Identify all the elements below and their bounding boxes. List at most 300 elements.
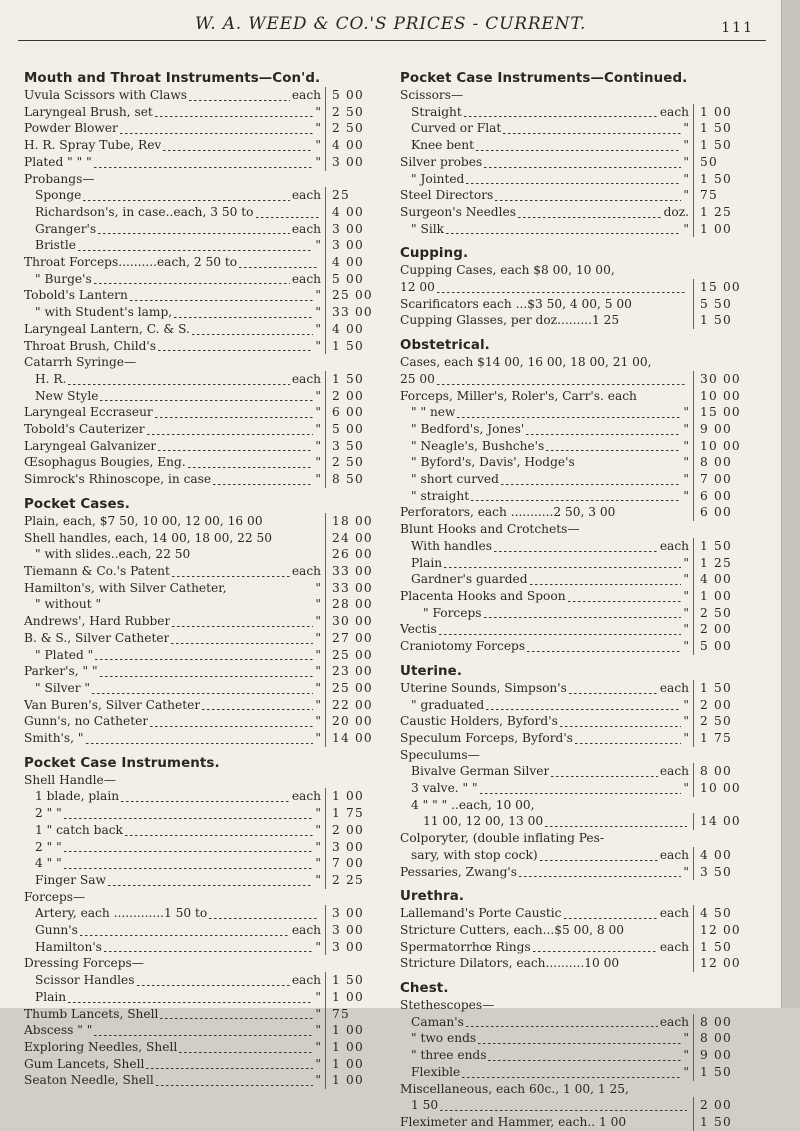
item-label: Finger Saw: [35, 872, 106, 887]
price-row: [24, 254, 380, 271]
item-label: Craniotomy Forceps: [400, 639, 526, 654]
price-row: [24, 697, 380, 714]
price-row: [24, 137, 380, 154]
item-unit: ": [683, 588, 689, 603]
dot-leader: [100, 666, 314, 677]
dot-leader: [68, 992, 313, 1003]
price-row: [400, 279, 748, 296]
item-price: 4 00: [325, 321, 380, 338]
item-unit: ": [315, 680, 321, 695]
price-row: [400, 87, 748, 104]
item-label: Plated " " ": [24, 154, 92, 169]
dot-leader: [437, 374, 687, 385]
item-label: Laryngeal Eccraseur: [24, 405, 153, 420]
item-label: Hamilton's, with Silver Catheter,: [24, 580, 227, 595]
item-unit: each: [291, 88, 321, 102]
item-label: 11 00, 12 00, 13 00: [423, 814, 544, 829]
price-row: [400, 955, 748, 972]
item-unit: ": [683, 154, 689, 169]
price-row: [400, 997, 748, 1014]
price-row: [24, 855, 380, 872]
dot-leader: [440, 1100, 687, 1111]
item-unit: each: [291, 789, 321, 804]
item-unit: ": [683, 405, 689, 420]
item-price: 1 50: [693, 137, 748, 154]
item-label: " Burge's: [35, 271, 92, 286]
price-row: [24, 204, 380, 221]
item-unit: ": [315, 238, 321, 253]
dot-leader: [527, 641, 681, 652]
price-row: [400, 555, 748, 572]
dot-leader: [639, 390, 687, 401]
item-unit: ": [315, 405, 321, 420]
item-unit: ": [683, 438, 689, 453]
item-price: 5 00: [325, 271, 380, 288]
dot-leader: [104, 941, 313, 952]
item-unit: ": [683, 488, 689, 503]
price-row: [24, 1039, 380, 1056]
dot-leader: [501, 474, 681, 485]
dot-leader: [172, 616, 313, 627]
dot-leader: [189, 90, 290, 101]
price-row: [400, 638, 748, 655]
item-price: 5 00: [693, 638, 748, 655]
item-unit: ": [315, 664, 321, 679]
price-row: [24, 304, 380, 321]
item-label: Forceps—: [24, 889, 86, 904]
item-price: 1 50: [693, 171, 748, 188]
price-row: [24, 663, 380, 680]
item-unit: ": [315, 305, 321, 320]
dot-leader: [575, 733, 681, 744]
price-row: [24, 772, 380, 789]
item-label: Plain: [35, 989, 67, 1004]
dot-leader: [163, 140, 313, 151]
item-label: " Bedford's, Jones': [411, 421, 525, 436]
item-unit: each: [659, 906, 689, 921]
item-unit: ": [683, 697, 689, 712]
item-price: 6 00: [693, 488, 748, 505]
item-price: 1 50: [693, 538, 748, 555]
item-unit: each: [659, 939, 689, 954]
dot-leader: [457, 407, 681, 418]
item-price: 25: [325, 187, 380, 204]
item-label: Artery, each .............1 50 to: [35, 906, 208, 921]
item-label: Forceps, Miller's, Roler's, Carr's. each: [400, 388, 637, 403]
price-row: [400, 847, 748, 864]
price-row: [400, 605, 748, 622]
section-heading: Cupping.: [400, 246, 469, 262]
item-unit: ": [683, 472, 689, 487]
item-unit: each: [291, 923, 321, 938]
item-price: 7 00: [693, 471, 748, 488]
dot-leader: [172, 566, 290, 577]
item-price: 1 50: [693, 680, 748, 697]
item-price: 6 00: [325, 404, 380, 421]
item-price: 23 00: [325, 663, 380, 680]
dot-leader: [108, 875, 313, 886]
dot-leader: [171, 633, 313, 644]
item-price: 10 00: [693, 388, 748, 405]
item-price: 3 00: [325, 939, 380, 956]
item-unit: ": [315, 138, 321, 153]
item-unit: each: [291, 271, 321, 286]
item-unit: ": [683, 1064, 689, 1079]
item-label: 4 " " " ..each, 10 00,: [411, 797, 535, 812]
price-row: [24, 287, 380, 304]
item-price: 4 00: [325, 137, 380, 154]
dot-leader: [518, 207, 662, 218]
item-price: 1 00: [325, 1039, 380, 1056]
dot-leader: [551, 766, 658, 777]
item-price: 27 00: [325, 630, 380, 647]
item-price: 2 50: [693, 605, 748, 622]
price-row: [24, 454, 380, 471]
item-unit: each: [291, 563, 321, 578]
price-row: [24, 404, 380, 421]
price-row: [400, 1081, 748, 1098]
item-label: " with slides..each, 22 50: [35, 547, 191, 562]
item-price: 3 00: [325, 154, 380, 171]
item-unit: ": [315, 989, 321, 1004]
item-label: 12 00: [400, 280, 435, 295]
item-price: 1 75: [325, 805, 380, 822]
item-unit: ": [315, 731, 321, 746]
dot-leader: [631, 1083, 687, 1094]
dot-leader: [97, 173, 319, 184]
dot-leader: [536, 799, 687, 810]
price-row: [400, 488, 748, 505]
item-unit: ": [315, 104, 321, 119]
item-unit: ": [315, 614, 321, 629]
item-unit: ": [315, 872, 321, 887]
item-price: 3 00: [325, 221, 380, 238]
dot-leader: [482, 749, 687, 760]
item-label: Knee bent: [411, 138, 475, 153]
item-unit: ": [315, 338, 321, 353]
dot-leader: [147, 424, 314, 435]
dot-leader: [568, 591, 682, 602]
item-unit: ": [315, 1073, 321, 1088]
item-label: Tobold's Cauterizer: [24, 422, 145, 437]
item-price: 4 00: [325, 204, 380, 221]
item-price: 18 00: [325, 513, 380, 530]
item-price: 1 50: [693, 312, 748, 329]
price-row: [24, 596, 380, 613]
item-label: Caman's: [411, 1014, 464, 1029]
item-label: Pessaries, Zwang's: [400, 864, 518, 879]
item-price: 4 00: [693, 571, 748, 588]
item-price: 3 50: [325, 438, 380, 455]
item-unit: ": [315, 455, 321, 470]
price-row: [400, 388, 748, 405]
item-label: Seaton Needle, Shell: [24, 1073, 154, 1088]
item-label: Van Buren's, Silver Catheter: [24, 697, 201, 712]
item-label: Caustic Holders, Byford's: [400, 714, 558, 729]
item-label: Richardson's, in case..each, 3 50 to: [35, 204, 254, 219]
item-price: 8 00: [693, 454, 748, 471]
item-price: 1 00: [693, 588, 748, 605]
item-label: Probangs—: [24, 171, 95, 186]
item-unit: ": [683, 605, 689, 620]
price-row: [24, 680, 380, 697]
item-unit: doz.: [663, 204, 689, 219]
price-row: [24, 120, 380, 137]
item-label: H. R. Spray Tube, Rev: [24, 138, 162, 153]
price-row: [24, 154, 380, 171]
item-label: Scissor Handles: [35, 973, 135, 988]
price-row: [400, 120, 748, 137]
dot-leader: [526, 424, 681, 435]
price-row: [400, 538, 748, 555]
item-price: 5 00: [325, 421, 380, 438]
item-label: Colporyter, (double inflating Pes-: [400, 831, 604, 846]
dot-leader: [138, 357, 319, 368]
dot-leader: [533, 941, 658, 952]
item-label: Smith's, ": [24, 731, 84, 746]
item-unit: each: [659, 764, 689, 779]
dot-leader: [64, 858, 314, 869]
dot-leader: [121, 791, 290, 802]
item-unit: ": [315, 1006, 321, 1021]
price-row: [400, 763, 748, 780]
item-label: " with Student's lamp,: [35, 305, 173, 320]
item-label: Vectis: [400, 622, 437, 637]
item-price: 33 00: [325, 304, 380, 321]
item-label: Gum Lancets, Shell: [24, 1056, 145, 1071]
dot-leader: [146, 1058, 313, 1069]
item-unit: ": [315, 472, 321, 487]
item-price: 1 25: [693, 204, 748, 221]
dot-leader: [158, 340, 313, 351]
dot-leader: [634, 298, 687, 309]
price-row: [24, 730, 380, 747]
dot-leader: [569, 683, 658, 694]
price-row: [400, 621, 748, 638]
price-row: [400, 1064, 748, 1081]
price-row: [24, 371, 380, 388]
dot-leader: [437, 282, 687, 293]
item-unit: ": [315, 647, 321, 662]
dot-leader: [577, 457, 682, 468]
item-label: Abscess " ": [24, 1023, 93, 1038]
item-price: 3 00: [325, 237, 380, 254]
item-label: Speculum Forceps, Byford's: [400, 730, 573, 745]
item-price: 9 00: [693, 421, 748, 438]
item-price: 10 00: [693, 780, 748, 797]
price-row: [400, 588, 748, 605]
dot-leader: [274, 532, 319, 543]
price-row: [24, 989, 380, 1006]
price-row: [400, 312, 748, 329]
item-label: Scissors—: [400, 88, 464, 102]
price-row: [400, 454, 748, 471]
item-price: 33 00: [325, 563, 380, 580]
price-row: [24, 647, 380, 664]
item-label: " Byford's, Davis', Hodge's: [411, 455, 575, 470]
item-price: 30 00: [325, 613, 380, 630]
price-row: [400, 922, 748, 939]
item-label: Catarrh Syringe—: [24, 355, 137, 370]
item-price: 1 25: [693, 555, 748, 572]
item-price: 1 50: [325, 371, 380, 388]
dot-leader: [94, 157, 314, 168]
item-price: 12 00: [693, 955, 748, 972]
item-label: Throat Brush, Child's: [24, 338, 157, 353]
item-price: 1 50: [325, 338, 380, 355]
dot-leader: [125, 825, 313, 836]
price-row: [24, 471, 380, 488]
price-row: [24, 530, 380, 547]
item-price: 25 00: [325, 647, 380, 664]
item-label: With handles: [411, 538, 492, 553]
price-row: [24, 546, 380, 563]
item-price: 2 50: [693, 713, 748, 730]
item-price: 1 00: [325, 1056, 380, 1073]
item-price: 1 75: [693, 730, 748, 747]
dot-leader: [256, 207, 319, 218]
price-row: [400, 797, 748, 814]
item-label: New Style: [35, 388, 99, 403]
item-unit: ": [315, 697, 321, 712]
price-row: [400, 905, 748, 922]
item-label: Gunn's, no Catheter: [24, 714, 149, 729]
dot-leader: [617, 265, 687, 276]
section-heading: Urethra.: [400, 889, 465, 905]
item-price: 2 50: [325, 120, 380, 137]
item-price: 3 00: [325, 922, 380, 939]
item-unit: each: [291, 221, 321, 236]
item-price: 12 00: [693, 922, 748, 939]
price-row: [24, 788, 380, 805]
item-label: Bristle: [35, 238, 76, 253]
price-row: [400, 1047, 748, 1064]
item-label: Curved or Flat: [411, 121, 502, 136]
item-unit: ": [683, 1048, 689, 1063]
price-row: [24, 563, 380, 580]
item-unit: ": [683, 572, 689, 587]
item-label: Bivalve German Silver: [411, 764, 550, 779]
item-price: 1 50: [325, 972, 380, 989]
item-label: Stricture Dilators, each..........10 00: [400, 956, 620, 971]
item-unit: ": [683, 622, 689, 637]
item-label: " straight: [411, 488, 470, 503]
section-heading: Pocket Case Instruments.: [24, 755, 220, 771]
item-price: 1 50: [693, 939, 748, 956]
item-price: 24 00: [325, 530, 380, 547]
price-row: [400, 780, 748, 797]
item-price: 75: [693, 187, 748, 204]
item-unit: ": [683, 188, 689, 203]
item-unit: ": [683, 730, 689, 745]
item-unit: ": [683, 1031, 689, 1046]
section-heading: Chest.: [400, 981, 449, 997]
scrollbar[interactable]: [781, 0, 800, 1008]
item-label: H. R.: [35, 371, 67, 386]
item-price: 30 00: [693, 371, 748, 388]
item-unit: ": [683, 455, 689, 470]
price-row: [24, 580, 380, 597]
dot-leader: [103, 599, 313, 610]
item-unit: each: [659, 1014, 689, 1029]
price-row: [24, 513, 380, 530]
price-row: [400, 864, 748, 881]
dot-leader: [94, 1025, 313, 1036]
item-price: 10 00: [693, 438, 748, 455]
price-row: [24, 438, 380, 455]
item-label: Granger's: [35, 221, 97, 236]
dot-leader: [95, 649, 313, 660]
page-number: 111: [721, 20, 754, 36]
price-row: [400, 730, 748, 747]
dot-leader: [478, 1033, 681, 1044]
item-unit: ": [683, 221, 689, 236]
item-unit: ": [315, 939, 321, 954]
item-label: Scarificators each ...$3 50, 4 00, 5 00: [400, 296, 632, 311]
dot-leader: [462, 1067, 681, 1078]
item-price: 2 50: [325, 104, 380, 121]
item-price: 1 00: [325, 788, 380, 805]
dot-leader: [494, 541, 658, 552]
item-label: 25 00: [400, 371, 435, 386]
price-row: [24, 271, 380, 288]
price-row: [400, 187, 748, 204]
item-price: 1 00: [693, 104, 748, 121]
dot-leader: [92, 683, 313, 694]
item-unit: ": [315, 822, 321, 837]
item-label: " Neagle's, Bushche's: [411, 438, 545, 453]
price-row: [400, 354, 748, 371]
dot-leader: [174, 307, 313, 318]
item-unit: each: [659, 847, 689, 862]
price-row: [400, 813, 748, 830]
item-unit: ": [315, 288, 321, 303]
item-label: Speculums—: [400, 747, 480, 762]
item-unit: each: [291, 973, 321, 988]
item-label: Surgeon's Needles: [400, 204, 516, 219]
item-label: Powder Blower: [24, 121, 118, 136]
item-price: 4 50: [693, 905, 748, 922]
item-price: 2 00: [325, 822, 380, 839]
item-price: 28 00: [325, 596, 380, 613]
dot-leader: [202, 699, 313, 710]
price-row: [24, 872, 380, 889]
item-price: 15 00: [693, 279, 748, 296]
dot-leader: [155, 407, 314, 418]
price-row: [24, 630, 380, 647]
item-unit: ": [683, 639, 689, 654]
dot-leader: [64, 841, 314, 852]
item-price: 8 00: [693, 1030, 748, 1047]
item-label: Plain, each, $7 50, 10 00, 12 00, 16 00: [24, 513, 263, 528]
price-row: [400, 262, 748, 279]
price-row: [24, 955, 380, 972]
item-label: Perforators, each ...........2 50, 3 00: [400, 505, 616, 520]
item-price: 3 00: [325, 905, 380, 922]
item-price: 75: [325, 1006, 380, 1023]
item-price: 20 00: [325, 713, 380, 730]
item-price: 2 50: [325, 454, 380, 471]
dot-leader: [137, 975, 290, 986]
item-price: 5 50: [693, 296, 748, 313]
item-label: Fleximeter and Hammer, each.. 1 00: [400, 1114, 627, 1129]
price-row: [24, 1006, 380, 1023]
dot-leader: [446, 223, 681, 234]
item-price: 14 00: [693, 813, 748, 830]
item-label: Miscellaneous, each 60c., 1 00, 1 25,: [400, 1081, 629, 1096]
item-label: Silver probes: [400, 154, 483, 169]
dot-leader: [229, 582, 314, 593]
